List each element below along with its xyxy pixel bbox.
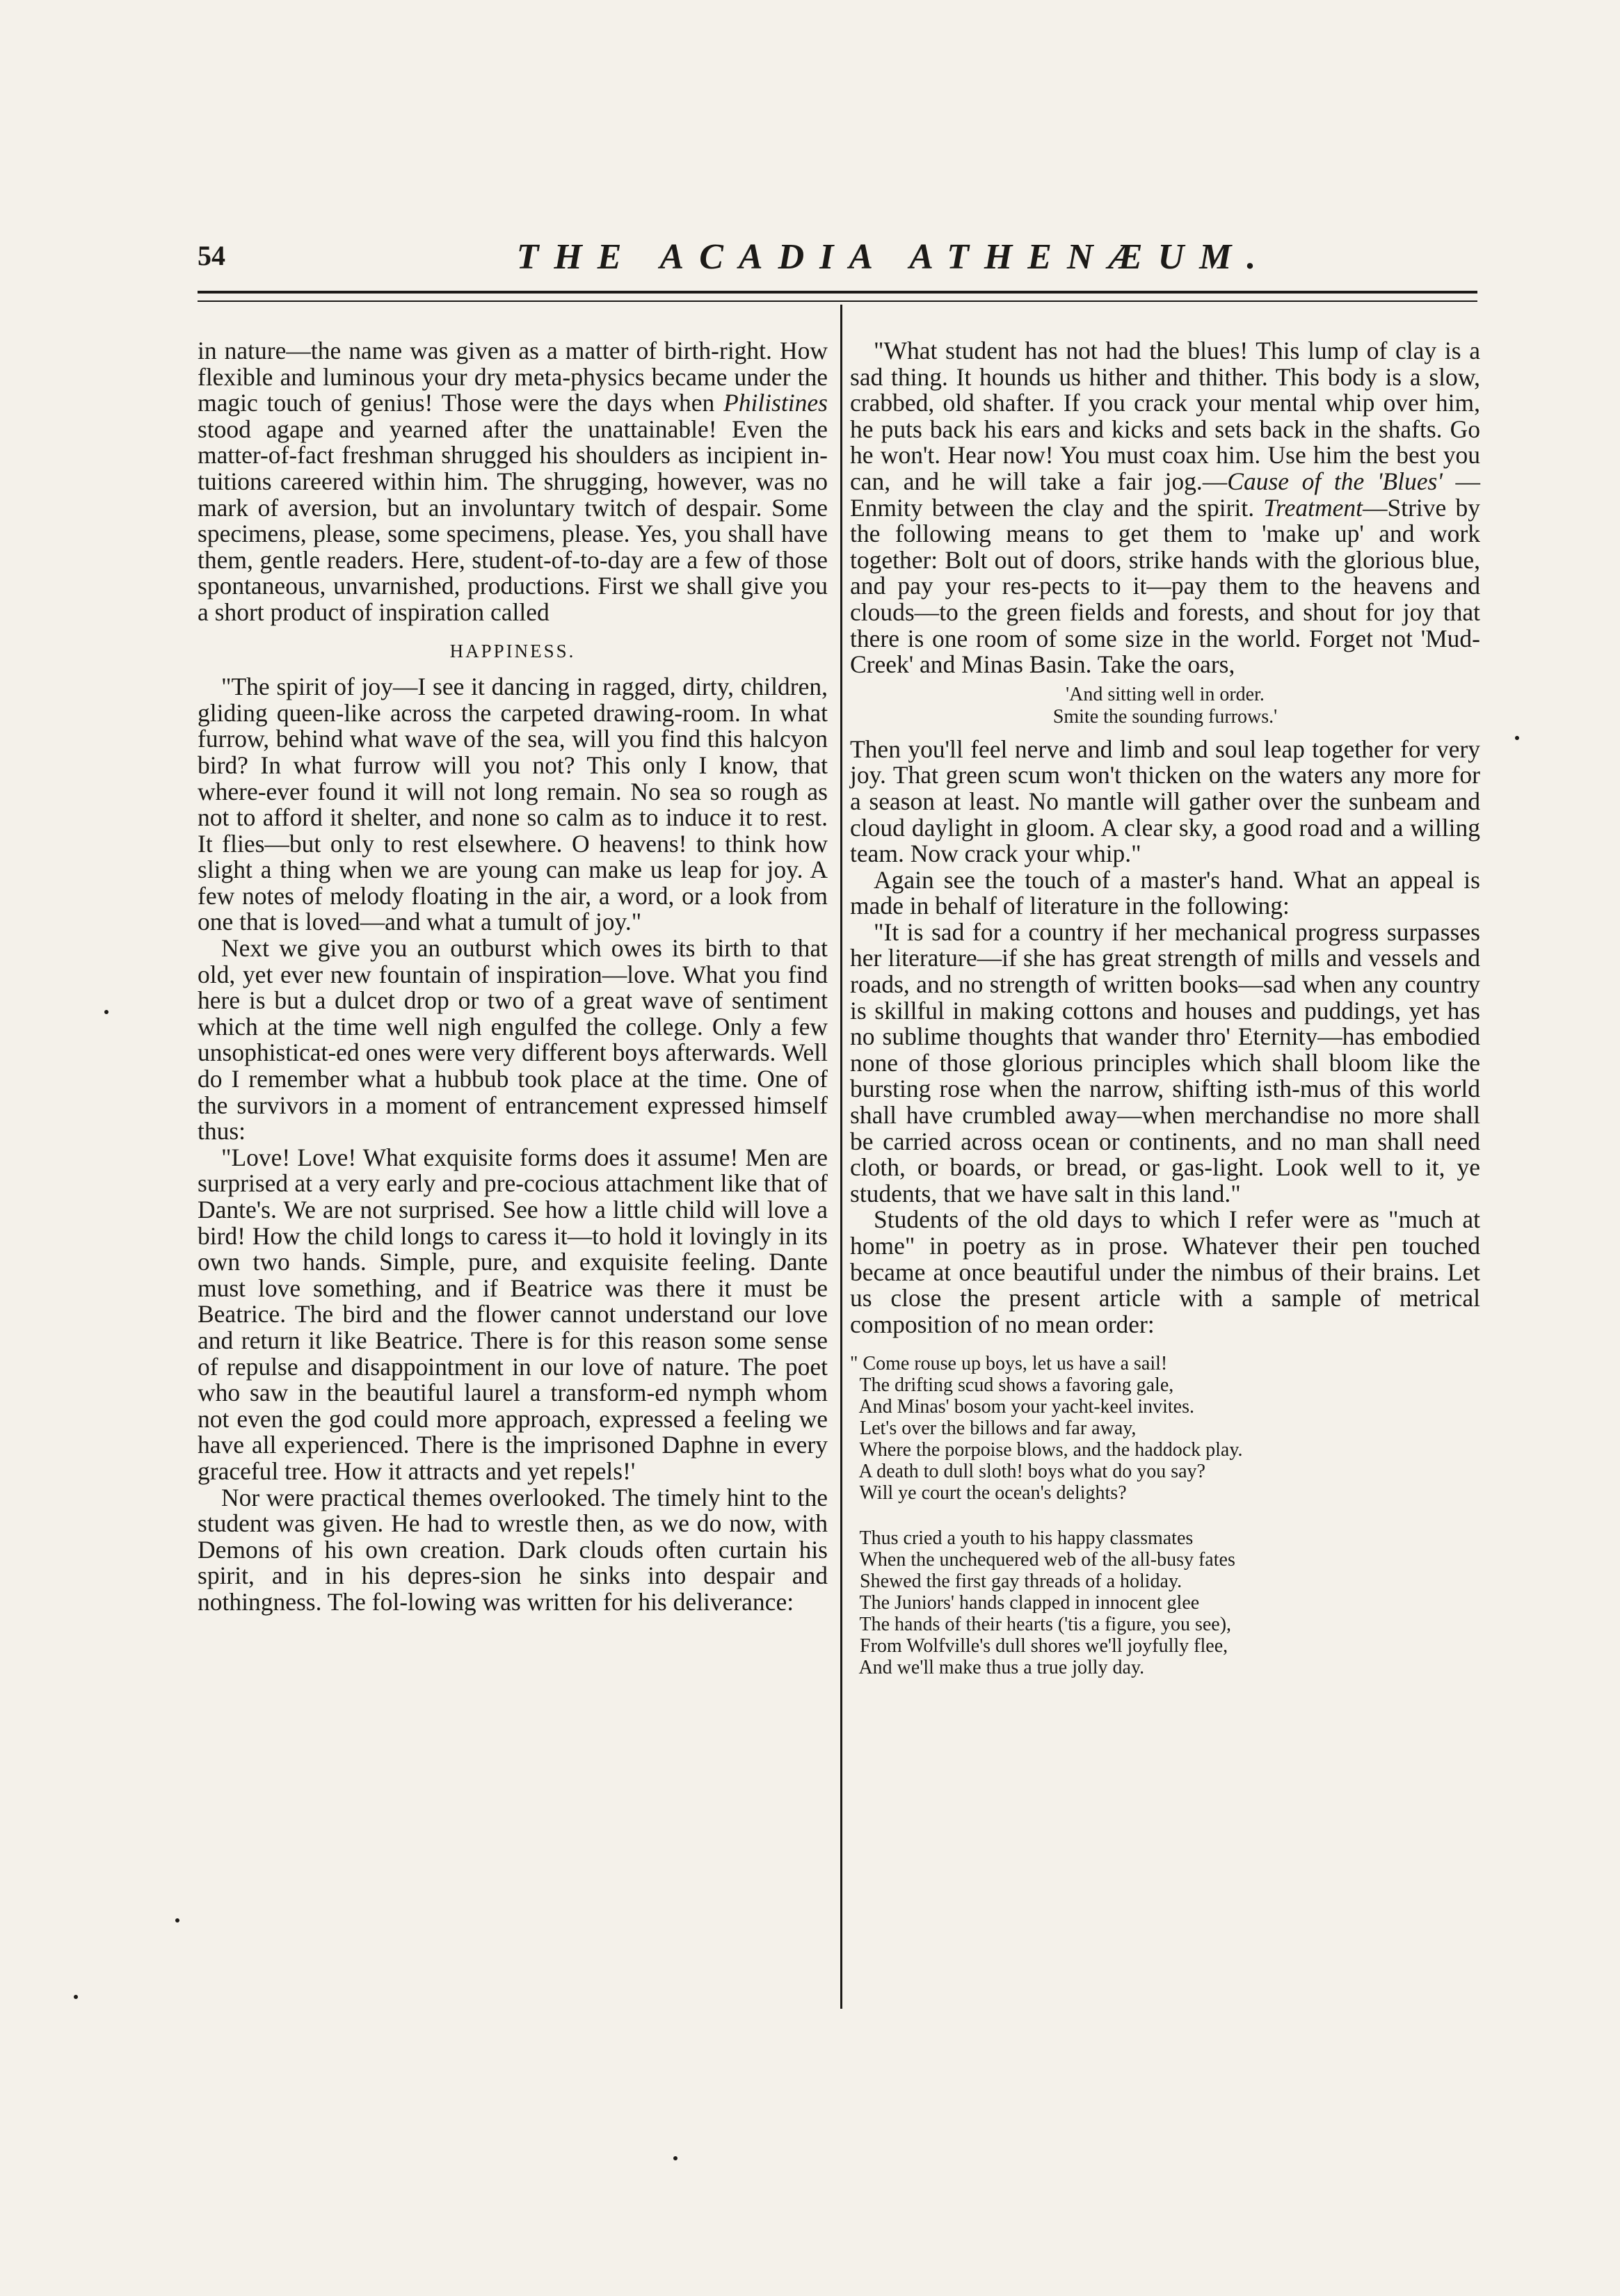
italic-text: Cause of the 'Blues' bbox=[1227, 467, 1443, 495]
paragraph: "The spirit of joy—I see it dancing in ragged, dirty, children, gliding queen-like across the carpeted drawing-room. In what furrow, behind what wave of the sea, will you find this halcyon bird? In what furrow will you not? This only I know, that where-ever found it will not long remain. No sea so rough as not to afford it shelter, and none so calm as to induce it to rest. It flies—but only to rest elsewhere. O heavens! to think how slight a thing when we are young can make us leap for joy. A few notes of melody floating in the air, a word, or a look from one that is loved—and what a tumult of joy." bbox=[198, 673, 828, 936]
ink-speck bbox=[673, 2156, 677, 2160]
header-rule-thin bbox=[198, 300, 1477, 302]
poem-line: A death to dull sloth! boys what do you say? bbox=[850, 1461, 1205, 1483]
ink-speck bbox=[104, 1010, 109, 1014]
poem-line: And Minas' bosom your yacht-keel invites. bbox=[850, 1396, 1194, 1418]
poem-line: Will ye court the ocean's delights? bbox=[850, 1482, 1127, 1504]
ink-speck bbox=[1515, 736, 1519, 740]
poem-line: The hands of their hearts ('tis a figure, you see), bbox=[850, 1614, 1232, 1636]
italic-text: Treatment bbox=[1263, 493, 1363, 522]
poem-stanza bbox=[850, 1527, 1480, 1678]
header-rule bbox=[198, 291, 1477, 294]
paragraph: "Love! Love! What exquisite forms does it assume! Men are surprised at a very early and pre-cocious attachment like that of Dante's. We are not surprised. See how a little child will love a bird! How the child longs to caress it—to hold it lovingly in its own two hands. Simple, pure, and exquisite feeling. Dante must love something, and if Beatrice was there it must be Beatrice. The bird and the flower cannot understand our love and return it like Beatrice. There is for this reason some sense of repulse and disappointment in our love of nature. The poet who saw in the beautiful laurel a transform-ed nymph whom not even the god could more approach, expressed a feeling we have all experienced. There is the imprisoned Daphne in every graceful tree. How it attracts and yet repels!' bbox=[198, 1143, 828, 1485]
text-run: — Enmity between the clay and the spirit. bbox=[850, 467, 1481, 522]
paragraph: "It is sad for a country if her mechanical progress surpasses her literature—if she has great strength of mills and vessels and roads, and no strength of written books—sad when any country is skillful in making cottons and houses and puddings, yet has no sublime thoughts that wander thro' Eternity—has embodied none of those glorious principles which shall bloom like the bursting rose when the narrow, shifting isth-mus of this world shall have crumbled away—when merchandise no more shall be carried across ocean or continents, and no man shall need cloth, or boards, or bread, or gas-light. Look well to it, ye students, that we have salt in this land." bbox=[850, 917, 1480, 1207]
poem-line: " Come rouse up boys, let us have a sail! bbox=[850, 1353, 1168, 1375]
quote-line: Smite the sounding furrows.' bbox=[1052, 705, 1278, 728]
text-run: in nature—the name was given as a matter of birth-right. How flexible and luminous your dry meta-physics became under the magic touch of genius! Those were the days when bbox=[198, 337, 828, 417]
text-run: —Strive by the following means to get them to 'make up' and work together: Bolt out of doors, strike hands with the glorious blue, and pay your res-pects to it—pay them to the heavens and clouds—to the green fields and forests, and shout for joy that there is one room of some size in the world. Forget not 'Mud-Creek' and Minas Basin. Take the oars, bbox=[850, 493, 1480, 679]
column-divider bbox=[840, 305, 842, 2009]
poem-line: And we'll make thus a true jolly day. bbox=[850, 1657, 1145, 1679]
poem-line: Thus cried a youth to his happy classmates bbox=[850, 1527, 1194, 1550]
left-column bbox=[198, 338, 828, 1616]
poem-line: The Juniors' hands clapped in innocent glee bbox=[850, 1592, 1200, 1614]
paragraph: Again see the touch of a master's hand. What an appeal is made in behalf of literature in the following: bbox=[850, 865, 1480, 920]
page-number: 54 bbox=[198, 240, 225, 271]
quote-line: 'And sitting well in order. bbox=[1066, 683, 1265, 705]
poem-line: The drifting scud shows a favoring gale, bbox=[850, 1374, 1174, 1397]
italic-text: Philistines bbox=[723, 389, 828, 417]
running-title: THE ACADIA ATHENÆUM. bbox=[516, 237, 1272, 277]
section-heading: HAPPINESS. bbox=[449, 640, 576, 661]
ink-speck bbox=[74, 1995, 78, 1999]
paragraph: Nor were practical themes overlooked. The timely hint to the student was given. He had to wrestle then, as we do now, with Demons of his own creation. Dark clouds often curtain his spirit, and in his depres-sion he sinks into despair and nothingness. The fol-lowing was written for his deliverance: bbox=[198, 1483, 828, 1616]
text-run: "What student has not had the blues! This lump of clay is a sad thing. It hounds us hither and thither. This body is a slow, crabbed, old shafter. If you crack your mental whip over him, he puts back his ears and kicks and sets back in the shafts. Go he won't. Hear now! You must coax him. Use him the best you can, and he will take a fair jog.— bbox=[850, 337, 1480, 495]
paragraph: Students of the old days to which I refer were as "much at home" in poetry as in prose. Whatever their pen touched became at once beautiful under the nimbus of their brains. Let us close the present article with a sample of metrical composition of no mean order: bbox=[850, 1205, 1480, 1338]
right-column bbox=[850, 338, 1480, 1678]
poem-stanza bbox=[850, 1353, 1480, 1504]
poem-line: When the unchequered web of the all-busy fates bbox=[850, 1549, 1235, 1571]
poem bbox=[850, 1353, 1480, 1678]
paragraph: Next we give you an outburst which owes its birth to that old, yet ever new fountain of inspiration—love. What you find here is but a dulcet drop or two of a great wave of sentiment which at the time well nigh engulfed the college. Only a few unsophisticat-ed ones were very different boys afterwards. Well do I remember what a hubbub took place at the time. One of the survivors in a moment of entrancement expressed himself thus: bbox=[198, 934, 828, 1146]
text-run: stood agape and yearned after the unattainable! Even the matter-of-fact freshman shrugged his shoulders as incipient in-tuitions careered within him. The shrugging, however, was no mark of aversion, but an involuntary twitch of despair. Some specimens, please, some specimens, please. Yes, you shall have them, gentle readers. Here, student-of-to-day are a few of those spontaneous, unvarnished, productions. First we shall give you a short product of inspiration called bbox=[198, 415, 828, 626]
poem-line: From Wolfville's dull shores we'll joyfully flee, bbox=[850, 1635, 1228, 1657]
poem-line: Let's over the billows and far away, bbox=[850, 1418, 1137, 1440]
paragraph bbox=[850, 338, 1480, 678]
ink-speck bbox=[175, 1918, 179, 1922]
verse-quote bbox=[850, 684, 1480, 728]
paragraph: Then you'll feel nerve and limb and soul leap together for very joy. That green scum won't thicken on the waters any more for a season at least. No mantle will gather over the sunbeam and cloud daylight in gloom. A clear sky, a good road and a willing team. Now crack your whip." bbox=[850, 734, 1480, 868]
poem-line: Where the porpoise blows, and the haddock play. bbox=[850, 1439, 1243, 1461]
poem-line: Shewed the first gay threads of a holiday. bbox=[850, 1571, 1182, 1593]
paragraph bbox=[198, 338, 828, 626]
